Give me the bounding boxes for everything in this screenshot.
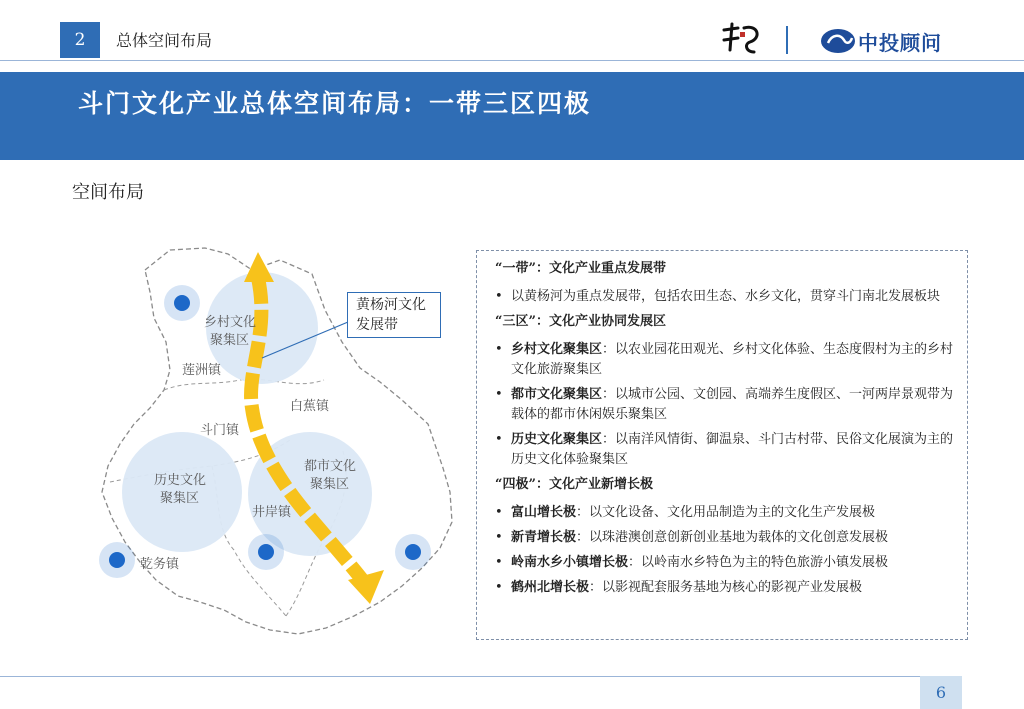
zone-item: • 历史文化聚集区：以南洋风情街、御温泉、斗门古村带、民俗文化展演为主的历史文化体验聚集区 [491,430,955,470]
header-divider [0,60,1024,61]
town-label: 乾务镇 [140,557,180,572]
layout-description-panel [476,250,968,640]
slide-title: 斗门文化产业总体空间布局：一带三区四极 [78,89,592,118]
brand-mark-icon [820,28,856,54]
brand-logo [820,28,942,54]
river-belt-callout: 黄杨河文化发展带 [347,292,441,338]
zone-label: 都市文化 [304,459,357,474]
town-label: 莲洲镇 [182,363,222,378]
subtitle: 空间布局 [72,182,144,203]
page-number: 6 [920,676,962,709]
zone-label: 乡村文化 [204,315,257,330]
growth-pole-marker [258,544,274,560]
footer-divider [0,676,920,677]
zone-item: • 都市文化聚集区：以城市公园、文创园、高端养生度假区、一河两岸景观带为载体的都市休闲娱乐聚集区 [491,385,955,425]
logo-divider [786,26,788,54]
zone-label: 聚集区 [160,491,200,506]
growth-pole-marker [109,552,125,568]
pole-item: • 富山增长极：以文化设备、文化用品制造为主的文化生产发展极 [491,503,955,523]
zone-label: 聚集区 [310,477,350,492]
doumen-seal-logo [718,22,764,56]
town-label: 井岸镇 [252,505,292,520]
zone-item: • 乡村文化聚集区：以农业园花田观光、乡村文化体验、生态度假村为主的乡村文化旅游聚集区 [491,340,955,380]
growth-pole-marker [405,544,421,560]
section-title: 总体空间布局 [116,31,213,50]
title-banner [0,72,1024,160]
zone-label: 聚集区 [210,333,250,348]
growth-pole-marker [174,295,190,311]
pole-item: • 鹤州北增长极：以影视配套服务基地为核心的影视产业发展极 [491,578,955,598]
belt-item: • 以黄杨河为重点发展带，包括农田生态、水乡文化，贯穿斗门南北发展板块 [491,287,955,307]
pole-item: • 岭南水乡小镇增长极：以岭南水乡特色为主的特色旅游小镇发展极 [491,553,955,573]
belt-heading: “一带”：文化产业重点发展带 [495,261,666,276]
town-label: 白蕉镇 [290,399,330,414]
zones-heading: “三区”：文化产业协同发展区 [495,314,666,329]
brand-name: 中投顾问 [858,30,942,55]
pole-item: • 新青增长极：以珠港澳创意创新创业基地为载体的文化创意发展极 [491,528,955,548]
zone-label: 历史文化 [154,473,207,488]
town-label: 斗门镇 [200,423,240,438]
poles-heading: “四极”：文化产业新增长极 [495,477,653,492]
section-number: 2 [60,22,100,58]
